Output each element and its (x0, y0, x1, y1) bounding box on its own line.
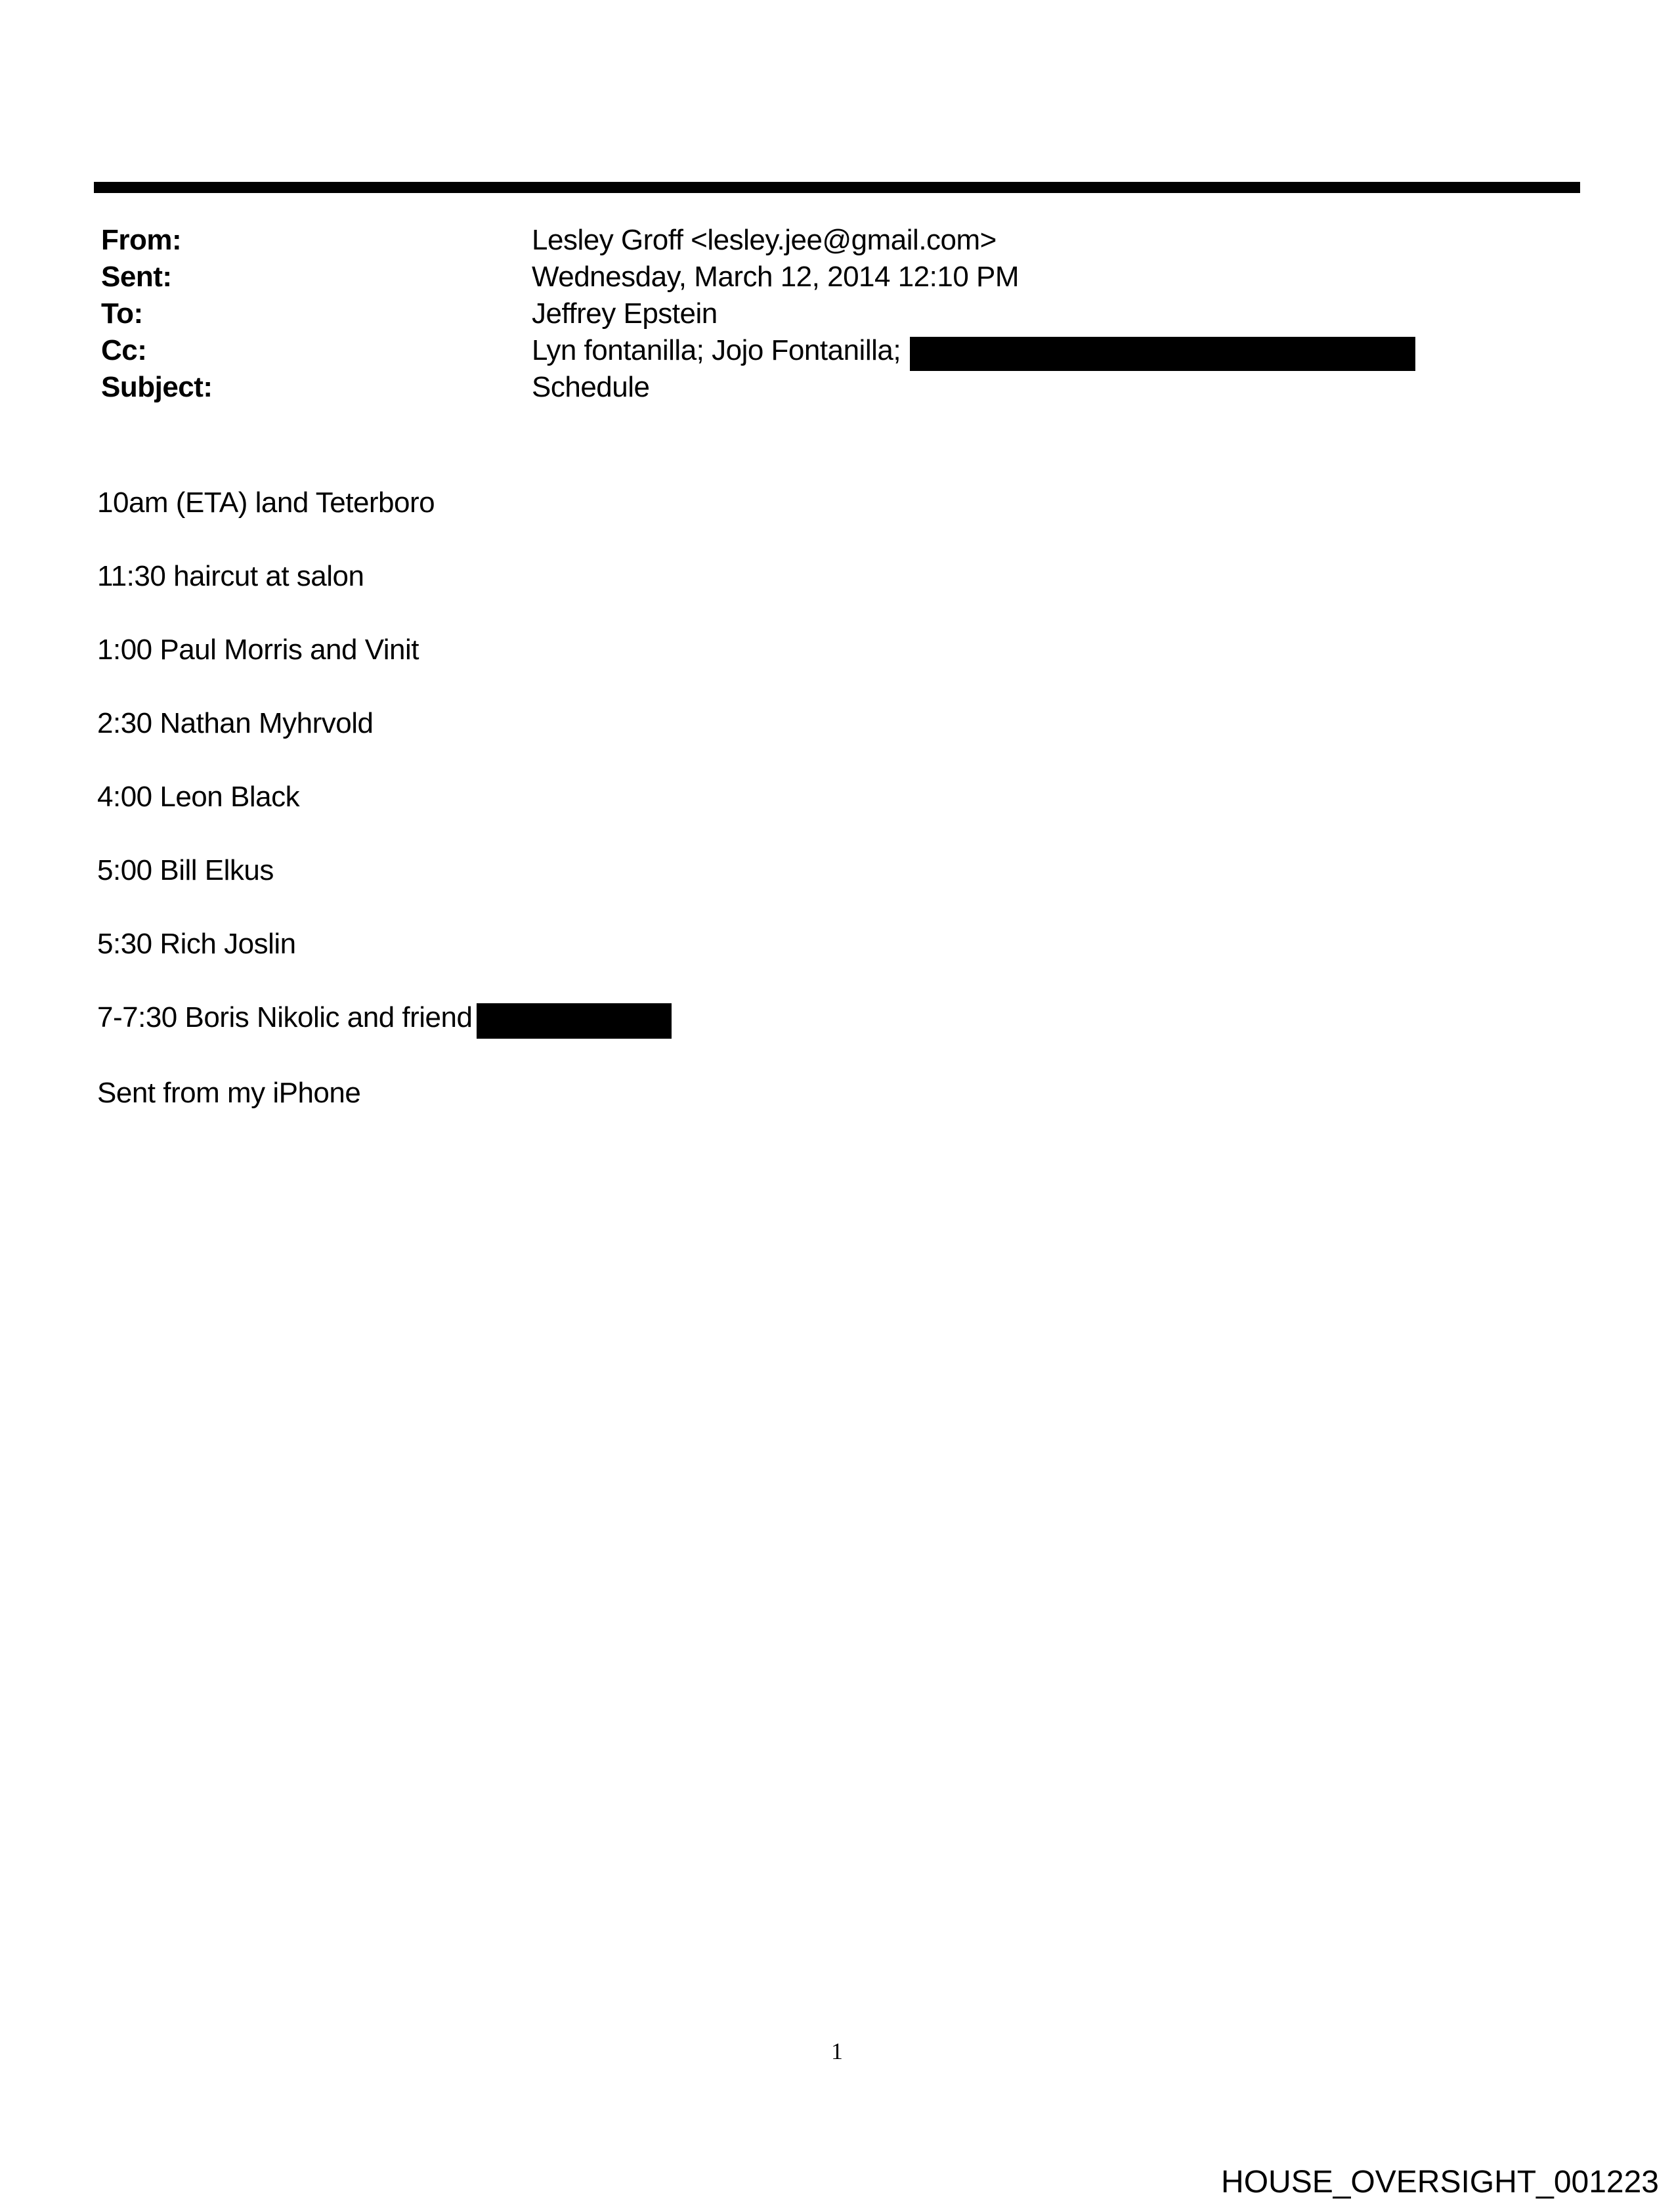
body-line-text: 7-7:30 Boris Nikolic and friend (97, 1001, 473, 1033)
header-separator-rule (94, 182, 1580, 193)
subject-label: Subject: (101, 371, 213, 403)
email-body (97, 486, 1581, 1150)
subject-value: Schedule (532, 371, 650, 403)
cc-redaction-bar (910, 337, 1415, 371)
header-row-from (101, 222, 1585, 259)
body-line: 5:30 Rich Joslin (97, 928, 296, 960)
from-value: Lesley Groff <lesley.jee@gmail.com> (532, 224, 997, 256)
from-label: From: (101, 224, 182, 256)
bates-number: HOUSE_OVERSIGHT_001223 (1221, 2165, 1659, 2200)
signature-line: Sent from my iPhone (97, 1077, 361, 1110)
body-line: 11:30 haircut at salon (97, 560, 364, 592)
email-header (101, 222, 1585, 406)
header-row-subject (101, 369, 1585, 406)
body-line: 10am (ETA) land Teterboro (97, 487, 435, 519)
to-label: To: (101, 297, 143, 330)
cc-label: Cc: (101, 334, 147, 366)
body-line: 1:00 Paul Morris and Vinit (97, 634, 419, 666)
body-redaction-bar (477, 1003, 672, 1039)
sent-value: Wednesday, March 12, 2014 12:10 PM (532, 261, 1019, 293)
body-line-redacted (97, 1001, 1581, 1037)
body-line: 4:00 Leon Black (97, 781, 300, 813)
header-row-to (101, 295, 1585, 332)
page-number: 1 (831, 2038, 843, 2064)
body-line: 2:30 Nathan Myhrvold (97, 707, 374, 739)
header-row-cc (101, 332, 1585, 369)
to-value: Jeffrey Epstein (532, 297, 718, 330)
cc-value-text: Lyn fontanilla; Jojo Fontanilla; (532, 334, 901, 366)
cc-value (532, 332, 1415, 369)
header-row-sent (101, 259, 1585, 295)
sent-label: Sent: (101, 261, 172, 293)
body-line: 5:00 Bill Elkus (97, 854, 274, 886)
